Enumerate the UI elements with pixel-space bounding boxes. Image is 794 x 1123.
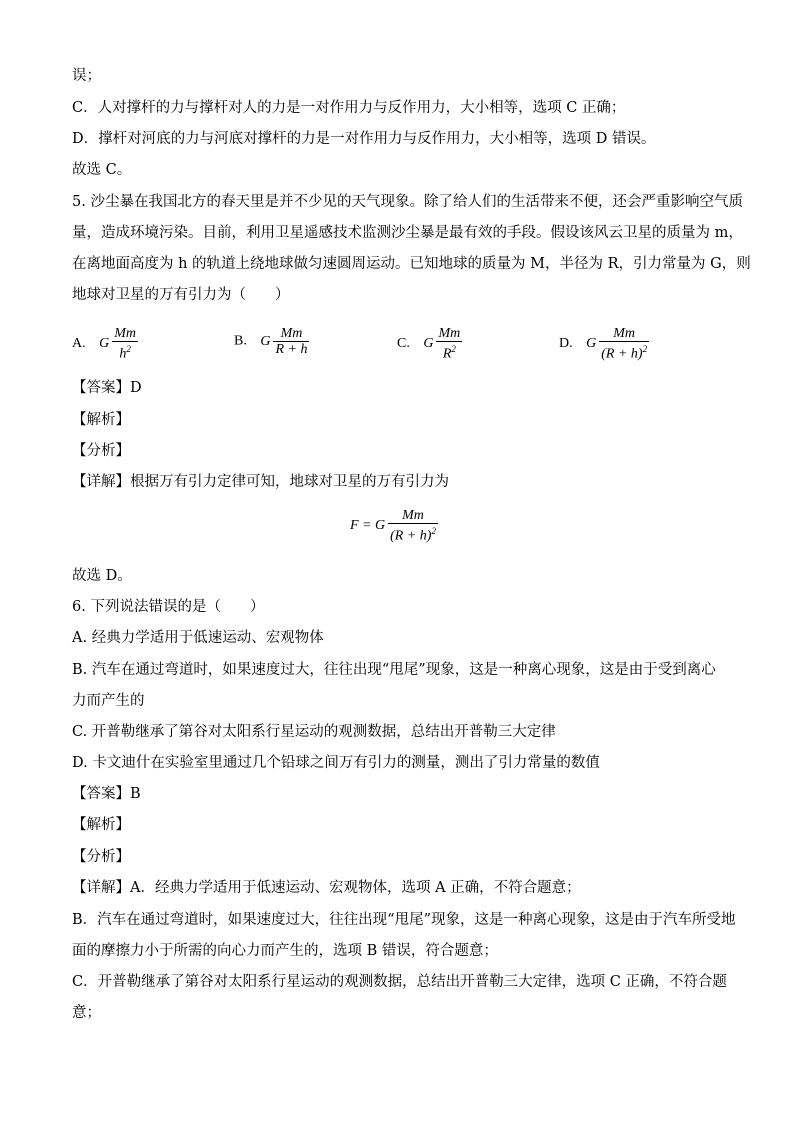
option-b bbox=[234, 326, 309, 357]
detail-text: 面的摩擦力小于所需的向心力而产生的，选项 B 错误，符合题意； bbox=[72, 943, 498, 959]
detail-text: B．汽车在通过弯道时，如果速度过大，往往出现“甩尾”现象，这是一种离心现象，这是由于汽车所受地 bbox=[72, 912, 736, 928]
fraction bbox=[273, 326, 309, 357]
fraction bbox=[436, 326, 462, 362]
denominator-base: h bbox=[119, 346, 127, 362]
option-c bbox=[397, 326, 462, 362]
question-5-line: 地球对卫星的万有引力为（ ） bbox=[72, 287, 290, 303]
analysis-subheading: 【分析】 bbox=[72, 443, 130, 459]
analysis-heading: 【解析】 bbox=[72, 817, 130, 833]
option-d-label: D. bbox=[559, 336, 573, 352]
answer-label: 【答案】D bbox=[72, 380, 142, 396]
option-c-label: C. bbox=[397, 336, 410, 352]
question-6-option: C. 开普勒继承了第谷对太阳系行星运动的观测数据，总结出开普勒三大定律 bbox=[72, 724, 556, 740]
numerator: Mm bbox=[280, 326, 303, 341]
detail-text: 【详解】根据万有引力定律可知，地球对卫星的万有引力为 bbox=[72, 474, 449, 490]
denominator-base: (R + h) bbox=[601, 346, 643, 362]
text-line: 故选 D。 bbox=[72, 568, 132, 584]
analysis-subheading: 【分析】 bbox=[72, 849, 130, 865]
question-6-option: A. 经典力学适用于低速运动、宏观物体 bbox=[72, 630, 324, 646]
denominator bbox=[599, 341, 649, 362]
exponent: 2 bbox=[126, 344, 131, 354]
denominator bbox=[112, 341, 138, 362]
question-6-line: 6. 下列说法错误的是（ ） bbox=[72, 599, 265, 615]
numerator: Mm bbox=[438, 326, 461, 341]
text-line: 误； bbox=[72, 68, 101, 84]
formula-lhs: F = G bbox=[350, 518, 386, 534]
text-line: C．人对撑杆的力与撑杆对人的力是一对作用力与反作用力，大小相等，选项 C 正确； bbox=[72, 100, 626, 116]
formula-denominator-base: (R + h) bbox=[390, 528, 432, 544]
formula-exponent: 2 bbox=[431, 526, 436, 536]
option-b-label: B. bbox=[234, 333, 247, 349]
numerator: Mm bbox=[114, 326, 137, 341]
exponent: 2 bbox=[642, 344, 648, 354]
option-a-label: A. bbox=[72, 336, 86, 352]
denominator-base: R bbox=[442, 346, 452, 362]
question-5-line: 量，造成环境污染。目前，利用卫星遥感技术监测沙尘暴是最有效的手段。假设该风云卫星的质量为 m， bbox=[72, 225, 743, 241]
option-d bbox=[559, 326, 649, 362]
gravity-constant: G bbox=[99, 336, 110, 352]
gravitation-formula bbox=[350, 508, 438, 544]
detail-text: 意； bbox=[72, 1005, 101, 1021]
formula-denominator bbox=[388, 523, 438, 544]
numerator: Mm bbox=[613, 326, 636, 341]
denominator: R + h bbox=[275, 342, 308, 357]
gravity-constant: G bbox=[423, 336, 434, 352]
question-6-option: 力而产生的 bbox=[72, 693, 145, 709]
question-6-option: D. 卡文迪什在实验室里通过几个铅球之间万有引力的测量，测出了引力常量的数值 bbox=[72, 755, 600, 771]
fraction bbox=[599, 326, 649, 362]
question-5-line: 5. 沙尘暴在我国北方的春天里是并不少见的天气现象。除了给人们的生活带来不便，还会严重影响空气质 bbox=[72, 194, 743, 210]
formula-numerator: Mm bbox=[402, 508, 424, 523]
question-5-line: 在离地面高度为 h 的轨道上绕地球做匀速圆周运动。已知地球的质量为 M，半径为 R，引力常量为 G，则 bbox=[72, 256, 751, 272]
detail-text: 【详解】A．经典力学适用于低速运动、宏观物体，选项 A 正确，不符合题意； bbox=[72, 880, 581, 896]
analysis-heading: 【解析】 bbox=[72, 412, 130, 428]
gravity-constant: G bbox=[260, 333, 271, 349]
formula-fraction bbox=[388, 508, 438, 544]
fraction bbox=[112, 326, 138, 362]
text-line: D．撑杆对河底的力与河底对撑杆的力是一对作用力与反作用力，大小相等，选项 D 错误。 bbox=[72, 131, 656, 147]
gravity-constant: G bbox=[586, 336, 597, 352]
text-line: 故选 C。 bbox=[72, 162, 132, 178]
question-6-option: B. 汽车在通过弯道时，如果速度过大，往往出现“甩尾”现象，这是一种离心现象，这是由于受到离心 bbox=[72, 662, 716, 678]
answer-label: 【答案】B bbox=[72, 786, 141, 802]
detail-text: C．开普勒继承了第谷对太阳系行星运动的观测数据，总结出开普勒三大定律，选项 C 正确，不符合题 bbox=[72, 974, 727, 990]
option-a bbox=[72, 326, 138, 362]
denominator bbox=[436, 341, 462, 362]
exponent: 2 bbox=[451, 344, 456, 354]
